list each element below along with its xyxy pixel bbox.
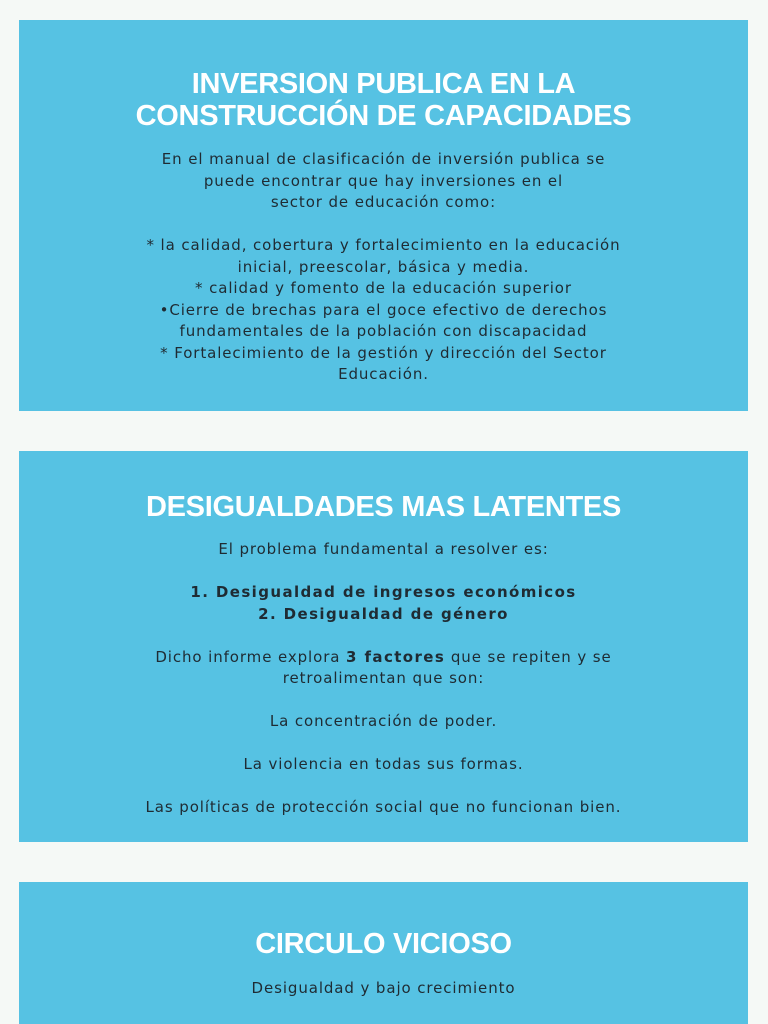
factor-item: La violencia en todas sus formas. [243,755,524,773]
list-item: * la calidad, cobertura y fortalecimiento en la educación [146,236,621,254]
card-title [19,68,748,132]
title-line: INVERSION PUBLICA EN LA [191,68,576,100]
title-line: CONSTRUCCIÓN DE CAPACIDADES [135,100,632,132]
paragraph-line [19,647,748,669]
paragraph-line: En el manual de clasificación de inversión publica se [161,150,606,168]
paragraph-line: Desigualdad y bajo crecimiento [251,979,516,997]
card-body [19,978,748,1000]
list-item: fundamentales de la población con discapacidad [179,322,588,340]
card-circulo-vicioso [19,882,748,1024]
report-text: que se repiten y se [445,647,612,666]
report-highlight: 3 factores [346,647,446,666]
list-item: * calidad y fomento de la educación superior [195,279,572,297]
factor-item: Las políticas de protección social que no funcionan bien. [145,798,622,816]
list-item: Educación. [338,365,429,383]
card-title: DESIGUALDADES MAS LATENTES [145,491,622,523]
paragraph-line: retroalimentan que son: [282,669,485,687]
card-desigualdades [19,451,748,842]
card-inversion-publica [19,20,748,411]
paragraph-line: El problema fundamental a resolver es: [218,540,549,558]
list-item: •Cierre de brechas para el goce efectivo de derechos [159,300,608,319]
factor-item: La concentración de poder. [269,712,498,730]
problem-item: 2. Desigualdad de género [258,604,509,623]
problem-item: 1. Desigualdad de ingresos económicos [190,583,577,601]
list-item: * Fortalecimiento de la gestión y dirección del Sector [160,343,607,362]
report-text: Dicho informe explora [155,647,347,666]
paragraph-line: puede encontrar que hay inversiones en el [203,171,564,190]
card-body [19,149,748,386]
list-item: inicial, preescolar, básica y media. [237,257,530,276]
card-title: CIRCULO VICIOSO [255,928,512,960]
card-body [19,539,748,819]
paragraph-line: sector de educación como: [270,193,497,211]
